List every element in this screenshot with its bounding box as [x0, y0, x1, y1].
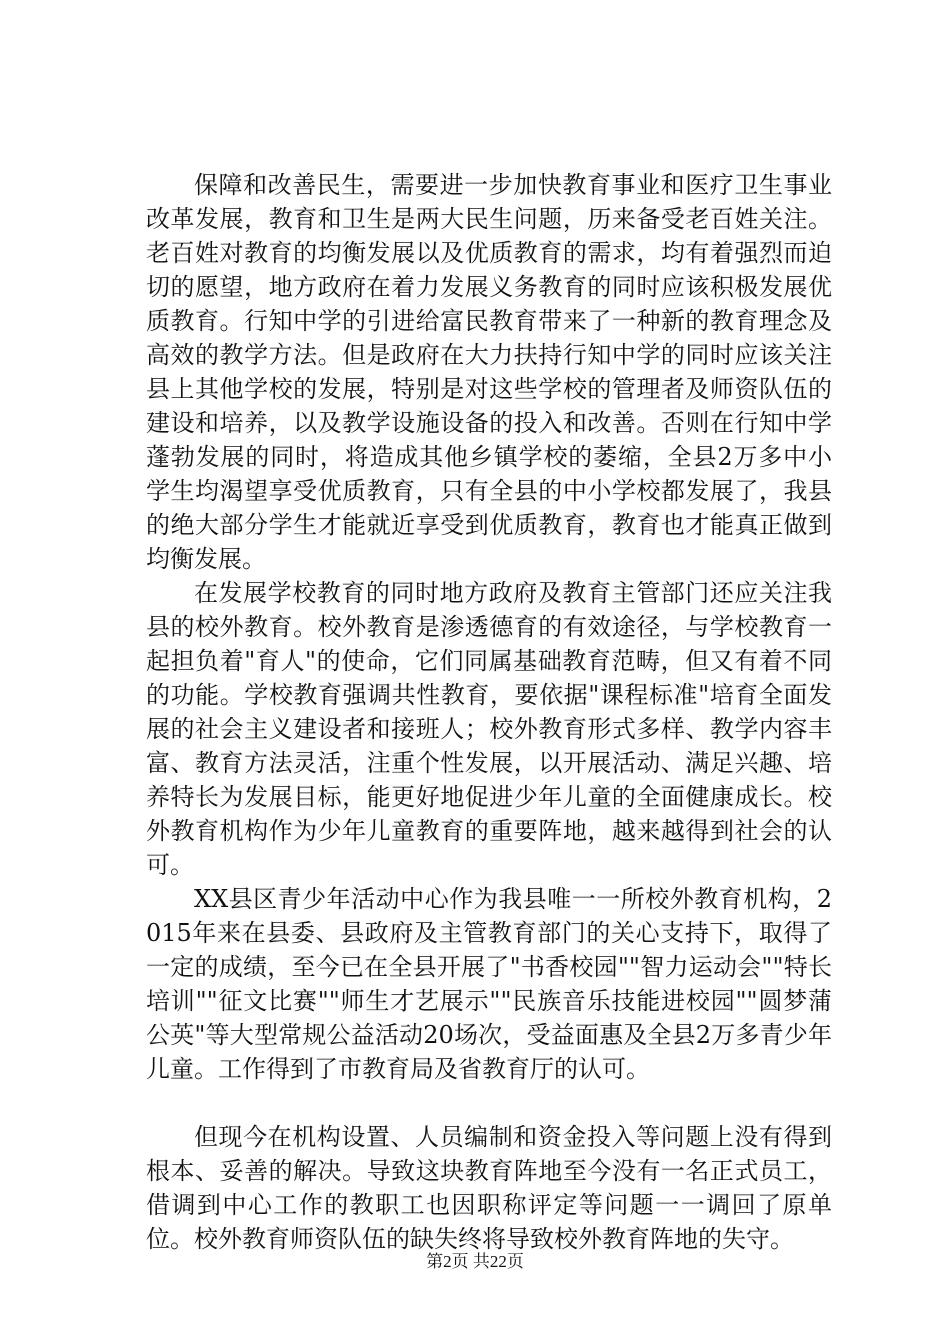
paragraph-spacer: [146, 1086, 832, 1120]
paragraph-staffing-problems: 但现今在机构设置、人员编制和资金投入等问题上没有得到根本、妥善的解决。导致这块教育阵地至今没有一名正式员工，借调到中心工作的教职工也因职称评定等问题一一调回了原单位。校外教育师资队伍的缺失终将导致校外教育阵地的失守。: [146, 1123, 832, 1253]
document-body: [146, 168, 832, 1256]
page-number-footer: 第2页 共22页: [426, 1252, 524, 1271]
paragraph-extracurricular-education: 在发展学校教育的同时地方政府及教育主管部门还应关注我县的校外教育。校外教育是渗透德育的有效途径，与学校教育一起担负着"育人"的使命，它们同属基础教育范畴，但又有着不同的功能。学校教育强调共性教育，要依据"课程标准"培育全面发展的社会主义建设者和接班人；校外教育形式多样、教学内容丰富、教育方法灵活，注重个性发展，以开展活动、满足兴趣、培养特长为发展目标，能更好地促进少年儿童的全面健康成长。校外教育机构作为少年儿童教育的重要阵地，越来越得到社会的认可。: [146, 579, 832, 879]
paragraph-youth-activity-center: XX县区青少年活动中心作为我县唯一一所校外教育机构，2015年来在县委、县政府及主管教育部门的关心支持下，取得了一定的成绩，至今已在全县开展了"书香校园""智力运动会""特长培训""征文比赛""师生才艺展示""民族音乐技能进校园""圆梦蒲公英"等大型常规公益活动20场次，受益面惠及全县2万多青少年儿童。工作得到了市教育局及省教育厅的认可。: [146, 885, 832, 1083]
paragraph-livelihood-education: 保障和改善民生，需要进一步加快教育事业和医疗卫生事业改革发展，教育和卫生是两大民生问题，历来备受老百姓关注。老百姓对教育的均衡发展以及优质教育的需求，均有着强烈而迫切的愿望，地方政府在着力发展义务教育的同时应该积极发展优质教育。行知中学的引进给富民教育带来了一种新的教育理念及高效的教学方法。但是政府在大力扶持行知中学的同时应该关注县上其他学校的发展，特别是对这些学校的管理者及师资队伍的建设和培养，以及教学设施设备的投入和改善。否则在行知中学蓬勃发展的同时，将造成其他乡镇学校的萎缩，全县2万多中小学生均渴望享受优质教育，只有全县的中小学校都发展了，我县的绝大部分学生才能就近享受到优质教育，教育也才能真正做到均衡发展。: [146, 171, 832, 573]
